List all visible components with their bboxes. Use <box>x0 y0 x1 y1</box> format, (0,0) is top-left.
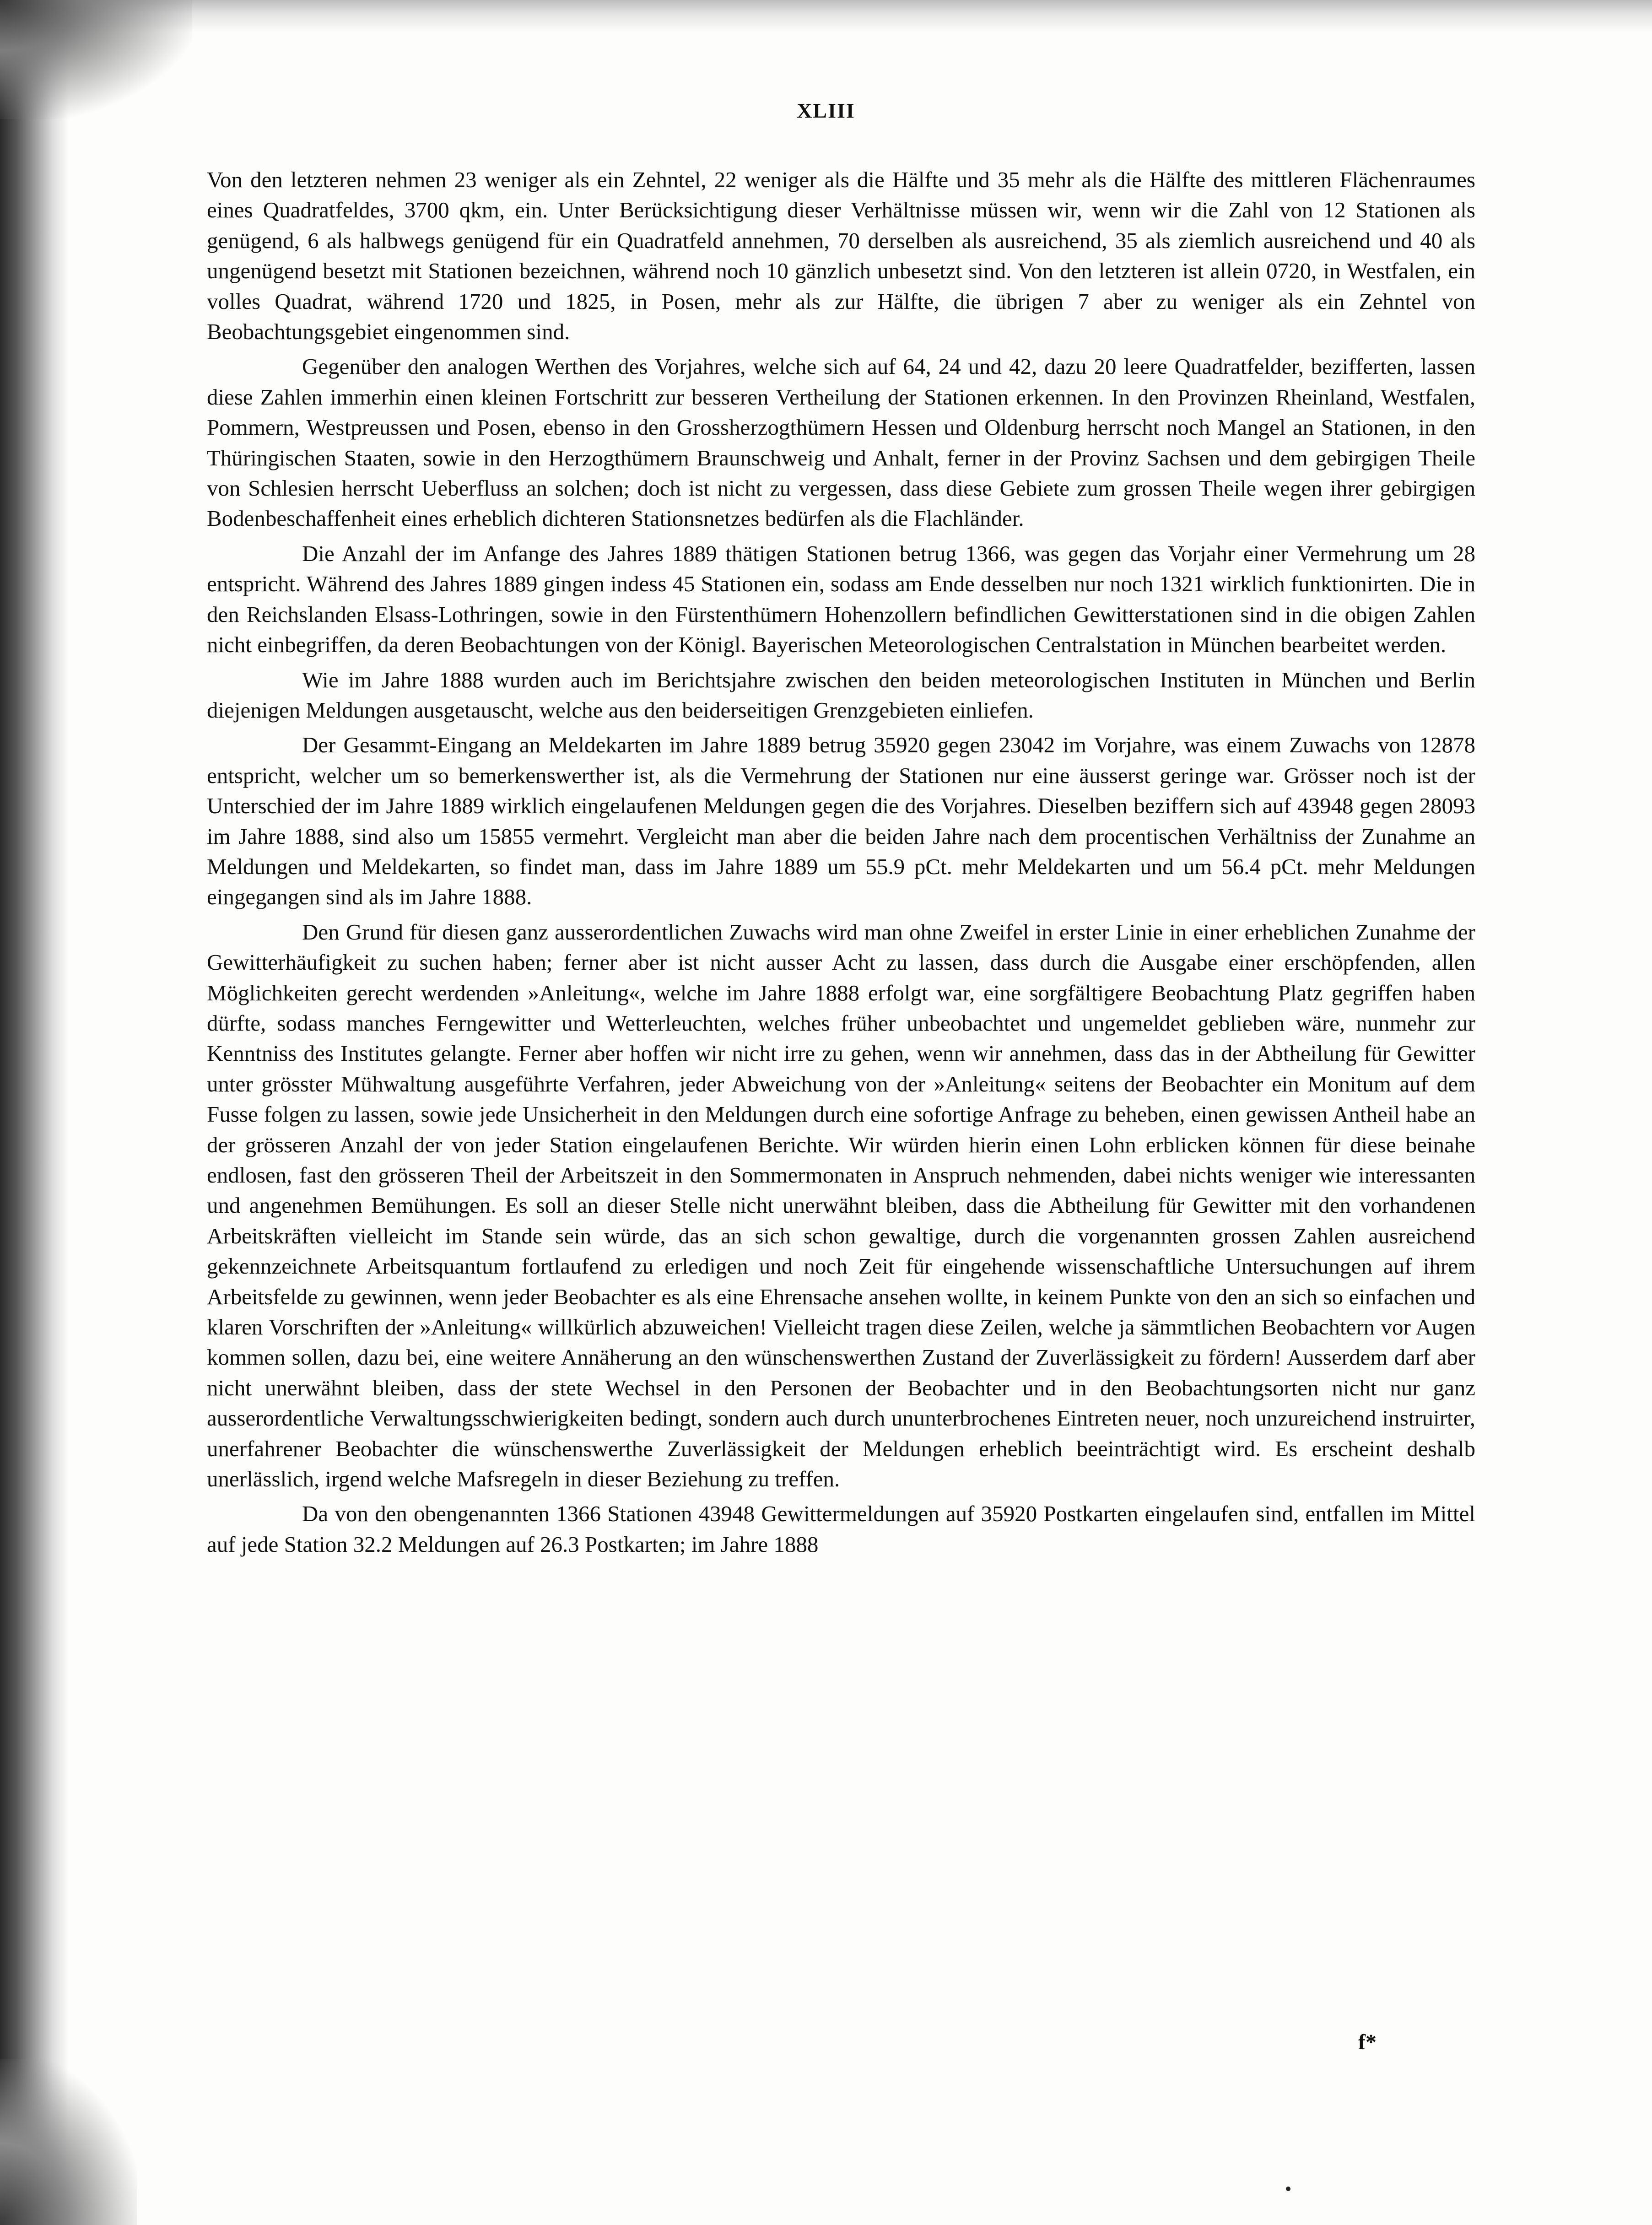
paragraph-1: Von den letzteren nehmen 23 weniger als ein Zehntel, 22 weniger als die Hälfte und 35 mehr als die Hälfte des mittleren Flächenraumes eines Quadratfeldes, 3700 qkm, ein. Unter Berücksichtigung dieser Verhältnisse müssen wir, wenn wir die Zahl von 12 Stationen als genügend, 6 als halbwegs genügend für ein Quadratfeld annehmen, 70 derselben als ausreichend, 35 als ziemlich ausreichend und 40 als ungenügend besetzt mit Stationen bezeichnen, während noch 10 gänzlich unbesetzt sind. Von den letzteren ist allein 0720, in Westfalen, ein volles Quadrat, während 1720 und 1825, in Posen, mehr als zur Hälfte, die übrigen 7 aber zu weniger als ein Zehntel von Beobachtungsgebiet eingenommen sind. <box>207 167 1475 345</box>
page-number-header: XLIII <box>797 99 855 122</box>
scan-top-shadow <box>0 0 1652 32</box>
scan-bottom-corner-shadow <box>0 2059 137 2225</box>
body-text <box>207 165 1475 1560</box>
paragraph-5: Der Gesammt-Eingang an Meldekarten im Jahre 1889 betrug 35920 gegen 23042 im Vorjahre, was einem Zuwachs von 12878 entspricht, welcher um so bemerkenswerther ist, als die Vermehrung der Stationen nur eine äusserst geringe war. Grösser noch ist der Unterschied der im Jahre 1889 wirklich eingelaufenen Meldungen gegen die des Vorjahres. Dieselben beziffern sich auf 43948 gegen 28093 im Jahre 1888, sind also um 15855 vermehrt. Vergleicht man aber die beiden Jahre nach dem procentischen Verhältniss der Zunahme an Meldungen und Meldekarten, so findet man, dass im Jahre 1889 um 55.9 pCt. mehr Meldekarten und um 56.4 pCt. mehr Meldungen eingegangen sind als im Jahre 1888. <box>207 732 1475 910</box>
scan-edge-shadow <box>0 0 69 2225</box>
ink-speck <box>1286 2187 1290 2191</box>
paragraph-7: Da von den obengenannten 1366 Stationen 43948 Gewittermeldungen auf 35920 Postkarten eingelaufen sind, entfallen im Mittel auf jede Station 32.2 Meldungen auf 26.3 Postkarten; im Jahre 1888 <box>207 1501 1475 1557</box>
paragraph-3: Die Anzahl der im Anfange des Jahres 1889 thätigen Stationen betrug 1366, was gegen das Vorjahr einer Vermehrung um 28 entspricht. Während des Jahres 1889 gingen indess 45 Stationen ein, sodass am Ende desselben nur noch 1321 wirklich funktionirten. Die in den Reichslanden Elsass-Lothringen, sowie in den Fürstenthümern Hohenzollern befindlichen Gewitterstationen sind in die obigen Zahlen nicht einbegriffen, da deren Beobachtungen von der Königl. Bayerischen Meteorologischen Centralstation in München bearbeitet werden. <box>207 540 1475 658</box>
paragraph-6: Den Grund für diesen ganz ausserordentlichen Zuwachs wird man ohne Zweifel in erster Linie in einer erheblichen Zunahme der Gewitterhäufigkeit zu suchen haben; ferner aber ist nicht ausser Acht zu lassen, dass durch die Ausgabe einer erschöpfenden, allen Möglichkeiten gerecht werdenden »Anleitung«, welche im Jahre 1888 erfolgt war, eine sorgfältigere Beobachtung Platz gegriffen haben dürfte, sodass manches Ferngewitter und Wetterleuchten, welches früher unbeobachtet und ungemeldet geblieben wäre, nunmehr zur Kenntniss des Institutes gelangte. Ferner aber hoffen wir nicht irre zu gehen, wenn wir annehmen, dass das in der Abtheilung für Gewitter unter grösster Mühwaltung ausgeführte Verfahren, jeder Abweichung von der »Anleitung« seitens der Beobachter ein Monitum auf dem Fusse folgen zu lassen, sowie jede Unsicherheit in den Meldungen durch eine sofortige Anfrage zu beheben, einen gewissen Antheil habe an der grösseren Anzahl der von jeder Station eingelaufenen Berichte. Wir würden hierin einen Lohn erblicken können für diese beinahe endlosen, fast den grösseren Theil der Arbeitszeit in den Sommermonaten in Anspruch nehmenden, dabei nichts weniger wie interessanten und angenehmen Bemühungen. Es soll an dieser Stelle nicht unerwähnt bleiben, dass die Abtheilung für Gewitter mit den vorhandenen Arbeitskräften vielleicht im Stande sein würde, das an sich schon gewaltige, durch die vorgenannten grossen Zahlen ausreichend gekennzeichnete Arbeitsquantum fortlaufend zu erledigen und noch Zeit für eingehende wissenschaftliche Untersuchungen auf ihrem Arbeitsfelde zu gewinnen, wenn jeder Beobachter es als eine Ehrensache ansehen wollte, in keinem Punkte von den an sich so einfachen und klaren Vorschriften der »Anleitung« willkürlich abzuweichen! Vielleicht tragen diese Zeilen, welche ja sämmtlichen Beobachtern vor Augen kommen sollen, dazu bei, eine weitere Annäherung an den wünschenswerthen Zustand der Zuverlässigkeit zu fördern! Ausserdem darf aber nicht unerwähnt bleiben, dass der stete Wechsel in den Personen der Beobachter und in den Beobachtungsorten nicht nur ganz ausserordentliche Verwaltungsschwierigkeiten bedingt, sondern auch durch ununterbrochenes Eintreten neuer, noch unzureichend instruirter, unerfahrener Beobachter die wünschenswerthe Zuverlässigkeit der Meldungen erheblich beeinträchtigt wird. Es erscheint deshalb unerlässlich, irgend welche Mafsregeln in dieser Beziehung zu treffen. <box>207 919 1475 1492</box>
paragraph-2: Gegenüber den analogen Werthen des Vorjahres, welche sich auf 64, 24 und 42, dazu 20 leere Quadratfelder, bezifferten, lassen diese Zahlen immerhin einen kleinen Fortschritt zur besseren Vertheilung der Stationen erkennen. In den Provinzen Rheinland, Westfalen, Pommern, Westpreussen und Posen, ebenso in den Grossherzogthümern Hessen und Oldenburg herrscht noch Mangel an Stationen, in den Thüringischen Staaten, sowie in den Herzogthümern Braunschweig und Anhalt, ferner in der Provinz Sachsen und dem gebirgigen Theile von Schlesien herrscht Ueberfluss an solchen; doch ist nicht zu vergessen, dass diese Gebiete zum grossen Theile wegen ihrer gebirgigen Bodenbeschaffenheit eines erheblich dichteren Stationsnetzes bedürfen als die Flachländer. <box>207 354 1475 531</box>
signature-mark: f* <box>1358 2030 1377 2054</box>
paragraph-4: Wie im Jahre 1888 wurden auch im Berichtsjahre zwischen den beiden meteorologischen Instituten in München und Berlin diejenigen Meldungen ausgetauscht, welche aus den beiderseitigen Grenzgebieten einliefen. <box>207 667 1475 723</box>
